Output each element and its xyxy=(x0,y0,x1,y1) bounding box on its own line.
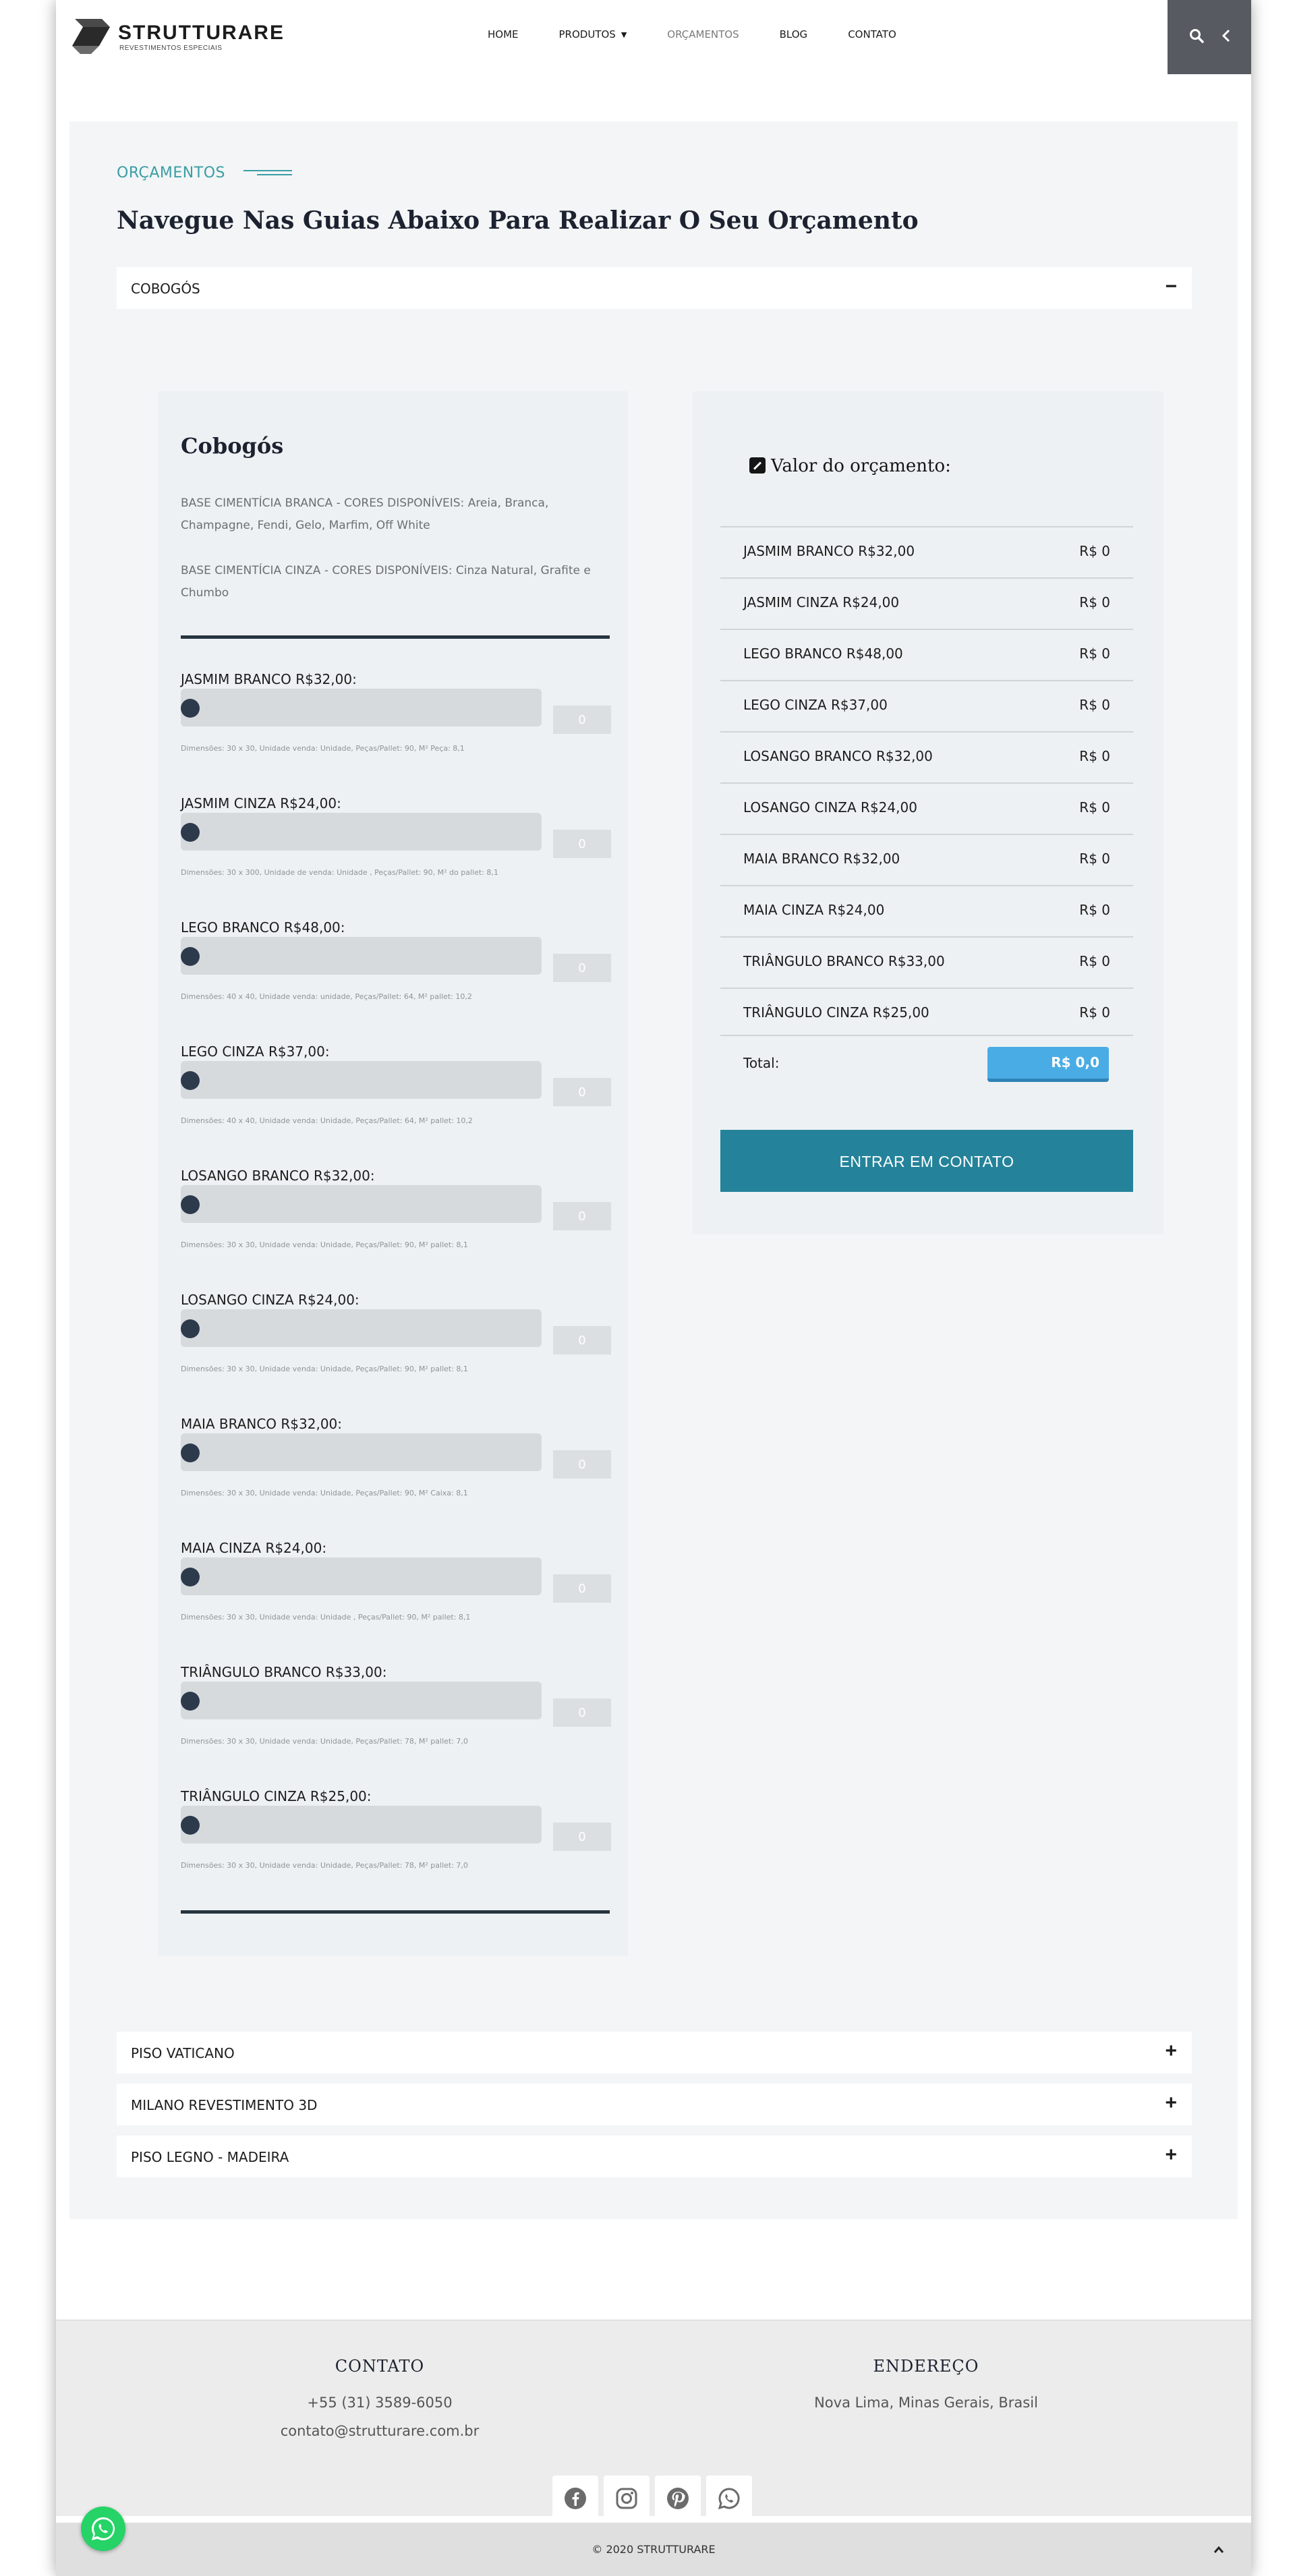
main-nav xyxy=(488,28,937,45)
item-specs: Dimensões: 30 x 30, Unidade venda: Unidade, Peças/Pallet: 90, M² Caixa: 8,1 xyxy=(181,1489,468,1497)
quote-item xyxy=(181,919,610,1014)
total-value: R$ 0,0 xyxy=(1051,1054,1099,1070)
nav-contato[interactable]: CONTATO xyxy=(848,28,896,40)
quantity-input[interactable] xyxy=(553,1202,611,1230)
minus-icon: − xyxy=(1165,275,1177,297)
summary-heading xyxy=(749,456,951,476)
quantity-slider[interactable] xyxy=(181,689,542,726)
accordion-header-cobogos[interactable] xyxy=(117,267,1192,309)
quantity-slider[interactable] xyxy=(181,1806,542,1843)
quote-item xyxy=(181,1416,610,1510)
quantity-input[interactable] xyxy=(553,1574,611,1603)
item-specs: Dimensões: 40 x 40, Unidade venda: unidade, Peças/Pallet: 64, M² pallet: 10,2 xyxy=(181,992,472,1001)
item-label: MAIA BRANCO R$32,00: xyxy=(181,1416,343,1432)
item-label: LOSANGO BRANCO R$32,00: xyxy=(181,1168,375,1184)
summary-row xyxy=(720,936,1133,988)
accordion-label: MILANO REVESTIMENTO 3D xyxy=(131,2097,318,2113)
item-specs: Dimensões: 30 x 300, Unidade de venda: Unidade , Peças/Pallet: 90, M² do pallet: 8,1 xyxy=(181,868,498,877)
item-specs: Dimensões: 30 x 30, Unidade venda: Unidade, Peças/Pallet: 78, M² pallet: 7,0 xyxy=(181,1861,468,1870)
accordion-label: COBOGÓS xyxy=(131,281,200,297)
quantity-input[interactable] xyxy=(553,1326,611,1354)
slider-handle[interactable] xyxy=(181,1816,200,1835)
item-label: TRIÂNGULO CINZA R$25,00: xyxy=(181,1788,372,1804)
chevron-up-icon[interactable] xyxy=(1207,2538,1231,2562)
pinterest-icon[interactable] xyxy=(655,2475,701,2521)
accordion-label: PISO VATICANO xyxy=(131,2045,235,2061)
slider-handle[interactable] xyxy=(181,1568,200,1586)
whatsapp-icon xyxy=(90,2515,117,2542)
site-footer xyxy=(56,2320,1251,2516)
quantity-input[interactable] xyxy=(553,1698,611,1727)
item-specs: Dimensões: 30 x 30, Unidade venda: Unidade, Peças/Pallet: 90, M² pallet: 8,1 xyxy=(181,1365,468,1373)
summary-item-value: R$ 0 xyxy=(1079,953,1110,969)
quote-item xyxy=(181,1043,610,1138)
quantity-slider[interactable] xyxy=(181,1185,542,1223)
accordion-header-milano[interactable] xyxy=(117,2084,1192,2125)
divider xyxy=(181,1910,610,1914)
site-header xyxy=(56,0,1251,74)
summary-item-name: TRIÂNGULO BRANCO R$33,00 xyxy=(743,953,945,969)
summary-row xyxy=(720,577,1133,629)
summary-item-name: LEGO CINZA R$37,00 xyxy=(743,697,888,713)
slider-handle[interactable] xyxy=(181,1443,200,1462)
copyright-bar xyxy=(56,2523,1251,2576)
page-shell xyxy=(56,0,1251,2576)
contact-button[interactable]: ENTRAR EM CONTATO xyxy=(720,1130,1133,1192)
slider-handle[interactable] xyxy=(181,1195,200,1214)
summary-item-value: R$ 0 xyxy=(1079,902,1110,918)
quantity-slider[interactable] xyxy=(181,1061,542,1099)
summary-row xyxy=(720,680,1133,731)
summary-list xyxy=(720,526,1133,1039)
whatsapp-icon[interactable] xyxy=(706,2475,752,2521)
item-label: LOSANGO CINZA R$24,00: xyxy=(181,1292,359,1308)
whatsapp-float-button[interactable] xyxy=(81,2507,125,2551)
slider-handle[interactable] xyxy=(181,699,200,718)
item-label: LEGO BRANCO R$48,00: xyxy=(181,919,345,936)
quantity-slider[interactable] xyxy=(181,1309,542,1347)
item-label: LEGO CINZA R$37,00: xyxy=(181,1043,330,1060)
item-specs: Dimensões: 30 x 30, Unidade venda: Unidade , Peças/Pallet: 90, M² pallet: 8,1 xyxy=(181,1613,471,1622)
item-specs: Dimensões: 30 x 30, Unidade venda: Unidade, Peças/Pallet: 90, M² pallet: 8,1 xyxy=(181,1240,468,1249)
summary-item-name: JASMIM BRANCO R$32,00 xyxy=(743,543,915,559)
quote-item xyxy=(181,1540,610,1634)
item-specs: Dimensões: 30 x 30, Unidade venda: Unidade, Peças/Pallet: 78, M² pallet: 7,0 xyxy=(181,1737,468,1746)
summary-total-row xyxy=(720,1035,1133,1090)
search-icon[interactable] xyxy=(1186,26,1207,46)
summary-row xyxy=(720,782,1133,834)
quantity-slider[interactable] xyxy=(181,1433,542,1471)
orcamentos-panel xyxy=(69,121,1238,2219)
summary-item-name: MAIA CINZA R$24,00 xyxy=(743,902,885,918)
item-specs: Dimensões: 40 x 40, Unidade venda: Unidade, Peças/Pallet: 64, M² pallet: 10,2 xyxy=(181,1116,473,1125)
section-eyebrow: ORÇAMENTOS xyxy=(117,165,225,181)
summary-item-name: JASMIM CINZA R$24,00 xyxy=(743,594,900,610)
instagram-icon[interactable] xyxy=(604,2475,650,2521)
summary-item-value: R$ 0 xyxy=(1079,851,1110,867)
quote-summary-card xyxy=(693,391,1163,1234)
summary-item-value: R$ 0 xyxy=(1079,748,1110,764)
eyebrow-decoration xyxy=(243,170,292,177)
nav-blog[interactable]: BLOG xyxy=(779,28,808,40)
site-logo[interactable] xyxy=(72,19,285,54)
quantity-input[interactable] xyxy=(553,1823,611,1851)
summary-row xyxy=(720,834,1133,885)
total-value-badge xyxy=(987,1047,1109,1082)
total-label: Total: xyxy=(743,1055,780,1071)
item-label: JASMIM CINZA R$24,00: xyxy=(181,795,341,811)
accordion-header-piso-vaticano[interactable] xyxy=(117,2032,1192,2073)
quantity-input[interactable] xyxy=(553,1078,611,1106)
slider-handle[interactable] xyxy=(181,1692,200,1711)
summary-item-value: R$ 0 xyxy=(1079,697,1110,713)
accordion-label: PISO LEGNO - MADEIRA xyxy=(131,2149,289,2165)
footer-address-heading: ENDEREÇO xyxy=(873,2357,979,2376)
divider xyxy=(181,635,610,639)
plus-icon: + xyxy=(1165,2144,1177,2166)
slider-handle[interactable] xyxy=(181,823,200,842)
summary-item-name: MAIA BRANCO R$32,00 xyxy=(743,851,900,867)
accordion-header-piso-legno[interactable] xyxy=(117,2136,1192,2177)
item-specs: Dimensões: 30 x 30, Unidade venda: Unidade, Peças/Pallet: 90, M² Peça: 8,1 xyxy=(181,744,465,753)
summary-item-name: LOSANGO CINZA R$24,00 xyxy=(743,799,917,815)
summary-item-name: LEGO BRANCO R$48,00 xyxy=(743,646,903,662)
summary-item-value: R$ 0 xyxy=(1079,1004,1110,1021)
nav-produtos[interactable] xyxy=(559,28,627,45)
copyright-text: © 2020 STRUTTURARE xyxy=(592,2543,716,2556)
cobogos-product-card xyxy=(158,391,628,1956)
plus-icon: + xyxy=(1165,2092,1177,2114)
quote-item xyxy=(181,671,610,766)
summary-row xyxy=(720,526,1133,577)
slider-handle[interactable] xyxy=(181,1071,200,1090)
quantity-input[interactable] xyxy=(553,706,611,734)
summary-item-value: R$ 0 xyxy=(1079,543,1110,559)
product-description-gray: BASE CIMENTÍCIA CINZA - CORES DISPONÍVEIS: Cinza Natural, Grafite e Chumbo xyxy=(181,564,591,600)
facebook-icon[interactable] xyxy=(552,2475,598,2521)
quantity-slider[interactable] xyxy=(181,937,542,975)
summary-row xyxy=(720,988,1133,1039)
quantity-slider[interactable] xyxy=(181,1557,542,1595)
plus-icon: + xyxy=(1165,2040,1177,2062)
quote-item xyxy=(181,795,610,890)
summary-title: Valor do orçamento: xyxy=(771,456,951,476)
footer-address xyxy=(791,2357,1061,2409)
summary-row xyxy=(720,731,1133,782)
nav-produtos-label: PRODUTOS xyxy=(558,28,616,40)
footer-contact xyxy=(245,2357,515,2438)
quote-item xyxy=(181,1664,610,1758)
item-label: JASMIM BRANCO R$32,00: xyxy=(181,671,357,687)
quote-item xyxy=(181,1788,610,1883)
product-description-white: BASE CIMENTÍCIA BRANCA - CORES DISPONÍVEIS: Areia, Branca, Champagne, Fendi, Gelo, Marfim, Off White xyxy=(181,496,549,532)
item-label: MAIA CINZA R$24,00: xyxy=(181,1540,327,1556)
nav-orcamentos[interactable]: ORÇAMENTOS xyxy=(667,28,739,40)
slider-handle[interactable] xyxy=(181,1319,200,1338)
chevron-down-icon: ▼ xyxy=(621,30,627,39)
social-links xyxy=(552,2475,757,2521)
product-title: Cobogós xyxy=(181,433,284,459)
quantity-input[interactable] xyxy=(553,954,611,982)
brand-tagline: REVESTIMENTOS ESPECIAIS xyxy=(119,45,223,52)
summary-item-value: R$ 0 xyxy=(1079,594,1110,610)
item-label: TRIÂNGULO BRANCO R$33,00: xyxy=(181,1664,387,1680)
quantity-slider[interactable] xyxy=(181,813,542,851)
summary-item-value: R$ 0 xyxy=(1079,646,1110,662)
quote-item xyxy=(181,1168,610,1262)
footer-address-text: Nova Lima, Minas Gerais, Brasil xyxy=(814,2395,1038,2411)
slider-handle[interactable] xyxy=(181,947,200,966)
brand-name: STRUTTURARE xyxy=(118,22,285,44)
summary-item-value: R$ 0 xyxy=(1079,799,1110,815)
header-tools xyxy=(1168,0,1251,74)
summary-item-name: LOSANGO BRANCO R$32,00 xyxy=(743,748,933,764)
quantity-slider[interactable] xyxy=(181,1682,542,1719)
nav-home[interactable]: HOME xyxy=(488,28,519,40)
footer-contact-heading: CONTATO xyxy=(335,2357,425,2376)
quantity-input[interactable] xyxy=(553,1450,611,1479)
footer-phone[interactable]: +55 (31) 3589-6050 xyxy=(307,2395,453,2411)
summary-row xyxy=(720,629,1133,680)
summary-item-name: TRIÂNGULO CINZA R$25,00 xyxy=(743,1004,929,1021)
footer-email[interactable]: contato@strutturare.com.br xyxy=(280,2423,480,2439)
page-title: Navegue Nas Guias Abaixo Para Realizar O Seu Orçamento xyxy=(117,206,919,235)
quantity-input[interactable] xyxy=(553,830,611,858)
logo-mark-icon xyxy=(72,19,110,54)
quote-item xyxy=(181,1292,610,1386)
chevron-left-icon[interactable] xyxy=(1216,26,1236,46)
edit-icon xyxy=(749,457,766,474)
summary-row xyxy=(720,885,1133,936)
